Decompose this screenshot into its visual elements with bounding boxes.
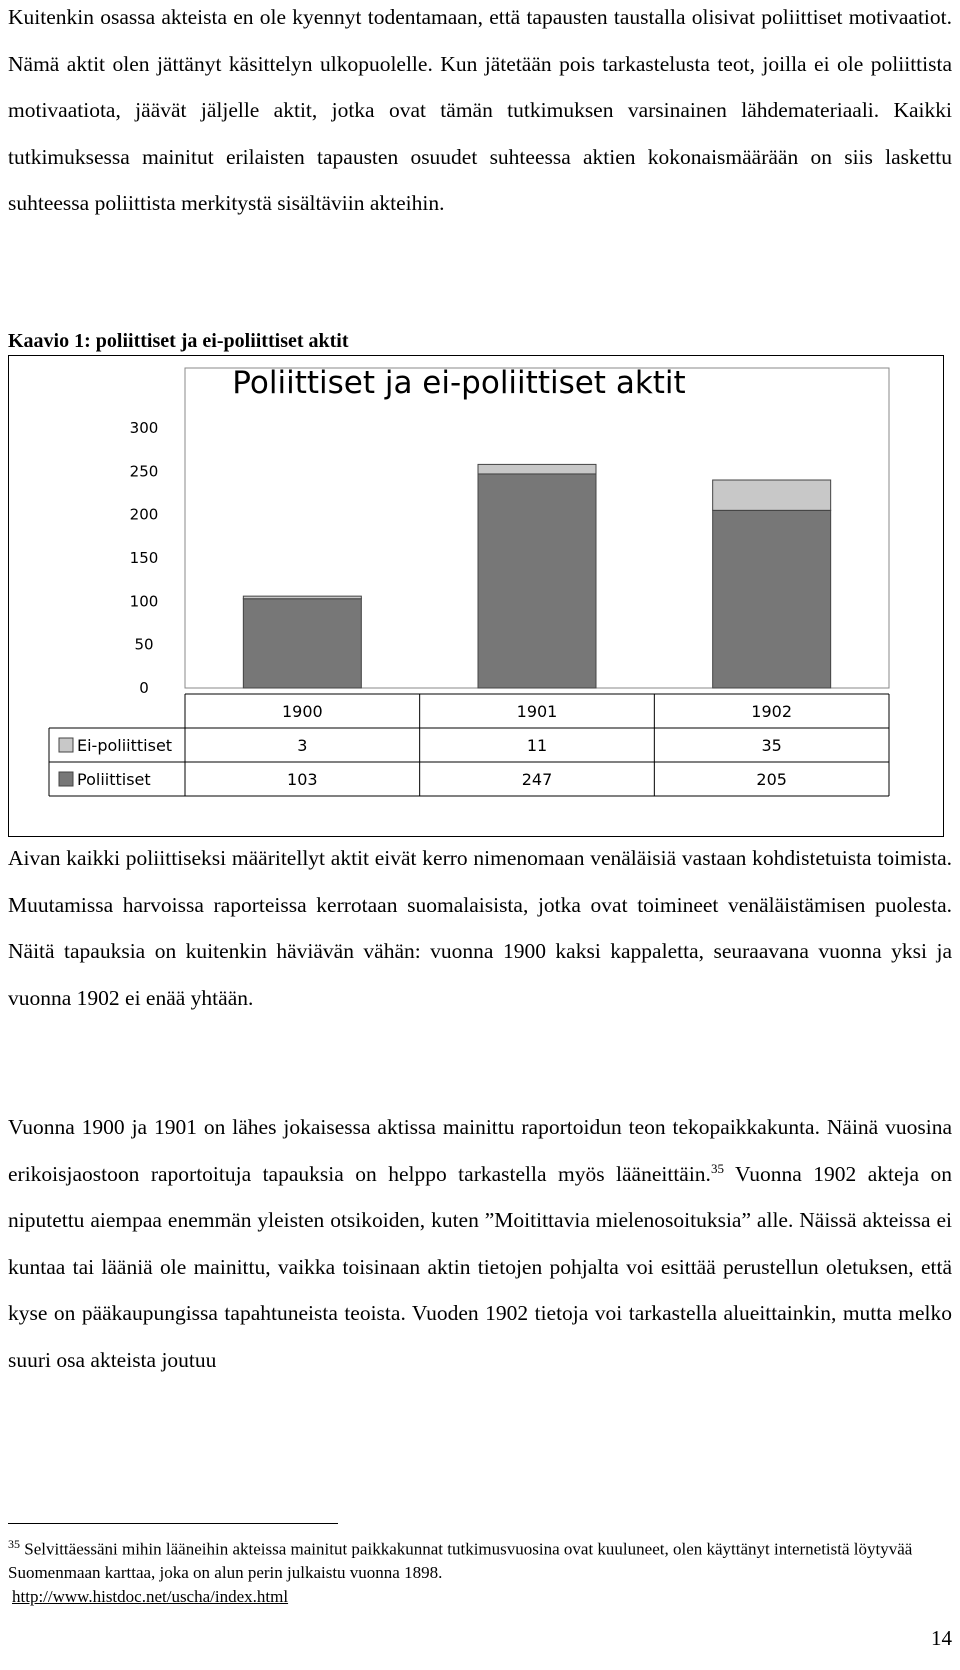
- data-label: 11: [526, 736, 548, 755]
- chart-title: Poliittiset ja ei-poliittiset aktit: [232, 365, 686, 401]
- footnote-reference[interactable]: 35: [710, 1160, 724, 1176]
- bar-poliittiset: [243, 599, 361, 688]
- y-tick-label: 200: [129, 505, 159, 524]
- paragraph-intro: Kuitenkin osassa akteista en ole kyennyt todentamaan, että tapausten taustalla olisivat poliittiset motivaatiot. Nämä aktit olen jättänyt käsittelyn ulkopuolelle. Kun jätetään pois tarkastelusta teot, joilla ei ole poliittista motivaatiota, jäävät jäljelle aktit, jotka ovat tämän tutkimuksen varsinainen lähdemateriaali. Kaikki tutkimuksessa mainitut erilaisten tapausten osuudet suhteessa aktien kokonaismäärään on siis laskettu suhteessa poliittista merkitystä sisältäviin akteihin.: [8, 5, 952, 216]
- stacked-bar-chart: [9, 356, 943, 836]
- data-label: 247: [521, 770, 553, 789]
- y-tick-label: 300: [129, 419, 159, 437]
- y-tick-label: 100: [129, 592, 159, 611]
- legend-label: Poliittiset: [77, 770, 151, 789]
- bar-ei-poliittiset: [478, 464, 596, 474]
- paragraph-non-political: Aivan kaikki poliittiseksi määritellyt aktit eivät kerro nimenomaan venäläisiä vastaan kohdistetuista toimista. Muutamissa harvoissa raporteissa kerrotaan suomalaisista, jotka ovat toimineet venäläistämisen puolesta. Näitä tapauksia on kuitenkin häviävän vähän: vuonna 1900 kaksi kappaletta, seuraavana vuonna yksi ja vuonna 1902 ei enää yhtään.: [8, 846, 952, 1010]
- x-tick-label: 1902: [751, 702, 793, 721]
- y-tick-label: 50: [134, 635, 154, 654]
- footnote: [8, 1533, 952, 1608]
- chart-frame: [8, 355, 944, 837]
- x-tick-label: 1900: [281, 702, 323, 721]
- page-number: 14: [931, 1626, 952, 1650]
- data-label: 3: [297, 736, 308, 755]
- paragraph-regions-part2: Vuonna 1902 akteja on niputettu aiempaa enemmän yleisten otsikoiden, kuten ”Moitittavia mielenosoituksia” alle. Näissä akteissa ei kuntaa tai lääniä ole mainittu, vaikka toisinaan aktin tietojen pohjalta voi esittää perustellun oletuksen, että kyse on pääkaupungissa tapahtuneista teoista. Vuoden 1902 tietoja voi tarkastella alueittainkin, mutta melko suuri osa akteista joutuu: [8, 1161, 952, 1372]
- data-label: 35: [761, 736, 782, 755]
- bar-poliittiset: [478, 474, 596, 688]
- data-label: 103: [287, 770, 318, 789]
- bar-poliittiset: [713, 510, 831, 688]
- paragraph-regions: [8, 1104, 952, 1384]
- footnote-separator: [8, 1523, 338, 1524]
- footnote-text: Selvittäessäni mihin lääneihin akteissa mainitut paikkakunnat tutkimusvuosina ovat kuuluneet, olen käyttänyt internetistä löytyvää Suomenmaan karttaa, joka on alun perin julkaistu vuonna 1898.: [8, 1539, 913, 1583]
- legend-swatch: [59, 772, 73, 786]
- y-tick-label: 150: [129, 549, 159, 567]
- bar-ei-poliittiset: [243, 596, 361, 599]
- legend-label: Ei-poliittiset: [77, 736, 173, 755]
- chart-caption: Kaavio 1: poliittiset ja ei-poliittiset aktit: [8, 330, 349, 352]
- x-tick-label: 1901: [516, 702, 558, 721]
- paragraph-regions-part1: Vuonna 1900 ja 1901 on lähes jokaisessa aktissa mainittu raportoidun teon tekopaikkakunta. Näinä vuosina erikoisjaostoon raportoituja tapauksia on helppo tarkastella myös lääneittäin.: [8, 1115, 952, 1186]
- bar-ei-poliittiset: [713, 480, 831, 510]
- y-tick-label: 0: [139, 679, 149, 697]
- footnote-number: 35: [8, 1537, 20, 1551]
- y-tick-label: 250: [129, 462, 159, 481]
- data-label: 205: [756, 770, 787, 789]
- footnote-link[interactable]: http://www.histdoc.net/uscha/index.html: [12, 1586, 289, 1606]
- legend-swatch: [59, 738, 73, 752]
